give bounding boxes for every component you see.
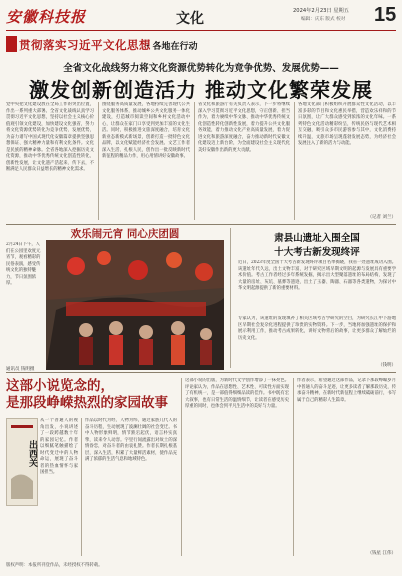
side-story-column-2: 专家认为，该遗址的发现填补了相关区域考古学研究的空白，为研究长江中下游地区早期社会复杂化进程提供了珍贵的实物资料。下一步，当地将加强遗址的保护和展示利用工作，推动考古成果转化，讲好文物背后的故事，让更多群众了解灿烂的历史文化。: [238, 316, 396, 341]
novel-title-line-1: 这部小说览念的，: [6, 378, 114, 394]
book-cover-image: [6, 418, 38, 506]
footer-note: 版权声明：本报所刊登作品，未经授权不得转载。: [6, 563, 103, 568]
side-story-byline: （钱明）: [378, 363, 396, 368]
editor-line: 编辑：庆东 版式 校对: [301, 17, 346, 22]
side-story-column-1: 近日，2023年度全国十大考古新发现终评项目名单揭晓，我省一处遗址成功入围。该遗址年代久远，出土文物丰富，对于研究区域早期文明的起源与发展具有重要学术价值。考古工作者经过多年系统发掘，揭示出大型聚落遗址的布局结构，发现了大量的房址、灰坑、墓葬等遗迹，出土了玉器、陶器、石器等各类遗物，为探讨中华文明起源提供了新的重要材料。: [238, 260, 396, 291]
lantern-festival-photo: [46, 240, 224, 370]
column-divider: [293, 378, 294, 556]
lead-column-4: 各地文化部门积极组织开展群众性文化活动，以丰富多彩的节目和文化惠民举措，营造欢乐祥和的节日氛围，让广大群众感受到浓浓的文化年味。一系列特色文化活动精彩纷呈，传统民俗与现代艺术相互交融，吸引众多市民游客参与其中，文化消费持续升温，文旅市场呈现蓬勃发展态势，为经济社会发展注入了新的活力与动能。: [298, 102, 396, 146]
column-divider: [230, 228, 231, 368]
novel-column-3: 这部小说的出版，为新时代文学创作增添了一抹亮色。评论家认为，作品在思想性、艺术性、可读性方面实现了有机统一，是一部值得细细品读的佳作。书中既有宏大叙事，也有日常生活的温情细节，让读者在感受历史厚重的同时，也体会到平凡生活中的美好与力量。: [185, 378, 289, 409]
section-divider: [6, 372, 396, 373]
lead-byline: （记者 刘兰）: [367, 215, 396, 220]
issue-date: 2024年2月23日 星期五: [293, 8, 349, 14]
column-divider: [181, 378, 182, 556]
banner-subtitle: · 各地在行动: [146, 42, 198, 52]
column-divider: [98, 102, 99, 220]
column-banner: [6, 36, 246, 52]
photo-story-title: 欢乐闹元宵 同心庆团圆: [70, 228, 180, 240]
lead-column-2: 围绕服务高质量发展，各地持续完善现代公共文化服务体系，推动城乡公共文化服务一体化建设，打造城市阅读空间和乡村文化活动中心，让群众在家门口享受到更加丰富的文化生活。同时，积极推进文旅深度融合，培育文化新业态新模式新场景，创新打造一批特色文化品牌，以文化赋能经济社会发展。文艺工作者深入生活、扎根人民，创作出一批反映新时代新征程的精品力作，用心用情讲好安徽故事。: [102, 102, 190, 159]
novel-byline: （钱星 江伟）: [367, 551, 396, 556]
side-story-title-2: 十大考古新发现终评: [274, 247, 360, 258]
novel-title-line-2: 是那段峥嵘热烈的家园故事: [6, 395, 168, 411]
novel-column-2: 作品以时代为经、人物为纬，通过家族几代人的奋斗历程，生动展现了波澜壮阔的社会变迁。书中人物形象鲜明，情节跌宕起伏，语言朴实真挚，读来令人动容。字里行间流露出对故土的深情眷恋，对奋斗者的由衷礼赞。作者长期扎根基层，深入生活，积累了大量鲜活素材，使作品充满了浓郁的生活气息和地域特色。: [85, 418, 177, 462]
photo-caption: 2月24日下午，人们在公园里欢度元宵节，观看精彩的民俗表演，感受传统文化的独特魅力，节日氛围浓厚。: [6, 242, 41, 286]
paper-name: 安徽科技报: [6, 8, 87, 26]
column-divider: [294, 102, 295, 220]
book-title: 出西关: [27, 439, 37, 467]
lead-column-3: 省文化和旅游厅有关负责人表示，下一步将继续深入学习贯彻习近平文化思想，守正创新、担当作为，着力赓续中华文脉、推动中华优秀传统文化创造性转化创新性发展，着力提升公共文化服务效能，着力推动文化产业高质量发展，着力促进文化和旅游深度融合，奋力推动新时代安徽文化建设迈上新台阶，为全面建设社会主义现代化美好安徽作出新的更大贡献。: [198, 102, 290, 153]
banner-mark: [6, 36, 17, 52]
banner-title: 贯彻落实习近平文化思想: [19, 38, 151, 52]
photo-credit: 通讯员 钱明摄: [6, 367, 35, 372]
lead-kicker: 全省文化战线努力将文化资源优势转化为竞争优势、发展优势——: [63, 63, 339, 74]
novel-column-4: 作者表示，希望通过这部作品，记录下那段峥嵘岁月中普通人的奋斗足迹，让更多读者了解那段历史，传承奋斗精神，在新时代新征程上继续砥砺前行，书写属于自己的精彩人生篇章。: [297, 378, 396, 403]
section-title: 文化: [176, 11, 204, 27]
masthead: [6, 4, 396, 31]
novel-column-1: 从一个普通人的视角出发，小说讲述了一段跨越数十年的家园记忆。作者以细腻笔触描绘了时代变迁中的人物命运，展现了奋斗者的热血情怀与家国担当。: [40, 418, 78, 475]
column-divider: [194, 102, 195, 220]
page-number: 15: [374, 4, 397, 26]
novel-story-title: [6, 378, 174, 412]
column-divider: [81, 418, 82, 556]
lead-column-1: 党中央把文化建设放在全局工作的突出位置，作出一系列重大部署。全省文化战线认真学习贯彻习近平文化思想，坚持以社会主义核心价值观引领文化建设，加快建设文化强省，努力将文化资源优势转化为竞争优势、发展优势，为奋力谱写中国式现代化安徽篇章提供坚强思想保证、强大精神力量和有利文化条件。文化是民族的精神命脉。全省各地深入挖掘历史文化资源，推动中华优秀传统文化创造性转化、创新性发展，让文化遗产活起来、传下去，不断满足人民群众日益增长的精神文化需求。: [6, 102, 94, 172]
section-divider: [6, 224, 396, 225]
side-story-title-1: 肃县山遗址入围全国: [274, 233, 360, 244]
lead-headline: 激发创新创造活力 推动文化繁荣发展: [29, 78, 373, 102]
